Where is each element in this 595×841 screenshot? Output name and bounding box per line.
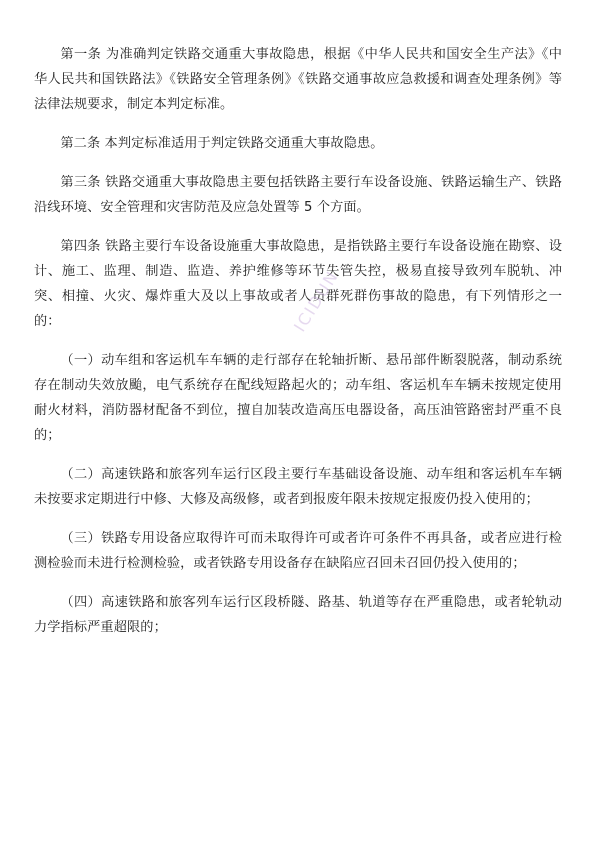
document-body (34, 42, 562, 640)
article-2: 第二条 本判定标准适用于判定铁路交通重大事故隐患。 (60, 136, 384, 151)
article-4: 第四条 铁路主要行车设备设施重大事故隐患，是指铁路主要行车设备设施在勘察、设计、施工、监理、制造、监造、养护维修等环节失管失控，极易直接导致列车脱轨、冲突、相撞、火灾、爆炸重大及以上事故或者人员群死群伤事故的隐患，有下列情形之一的： (34, 239, 562, 329)
article-4-item-2: （二）高速铁路和旅客列车运行区段主要行车基础设备设施、动车组和客运机车车辆未按要求定期进行中修、大修及高级修，或者到报废年限未按规定报废仍投入使用的； (34, 467, 562, 507)
article-4-item-1: （一）动车组和客运机车车辆的走行部存在轮轴折断、悬吊部件断裂脱落，制动系统存在制动失效放颱，电气系统存在配线短路起火的；动车组、客运机车车辆未按规定使用耐火材料，消防器材配备不到位，擅自加装改造高压电器设备，高压油管路密封严重不良的； (34, 353, 562, 443)
article-1: 第一条 为准确判定铁路交通重大事故隐患，根据《中华人民共和国安全生产法》《中华人民共和国铁路法》《铁路安全管理条例》《铁路交通事故应急救援和调查处理条例》等法律法规要求，制定本判定标准。 (34, 47, 562, 112)
watermark: ICIDUN (290, 266, 343, 336)
article-4-item-4: （四）高速铁路和旅客列车运行区段桥隧、路基、轨道等存在严重隐患，或者轮轨动力学指标严重超限的； (34, 595, 562, 635)
article-4-item-3: （三）铁路专用设备应取得许可而未取得许可或者许可条件不再具备，或者应进行检测检验而未进行检测检验，或者铁路专用设备存在缺陷应召回未召回仍投入使用的； (34, 531, 562, 571)
article-3: 第三条 铁路交通重大事故隐患主要包括铁路主要行车设备设施、铁路运输生产、铁路沿线环境、安全管理和灾害防范及应急处置等 5 个方面。 (34, 175, 562, 215)
